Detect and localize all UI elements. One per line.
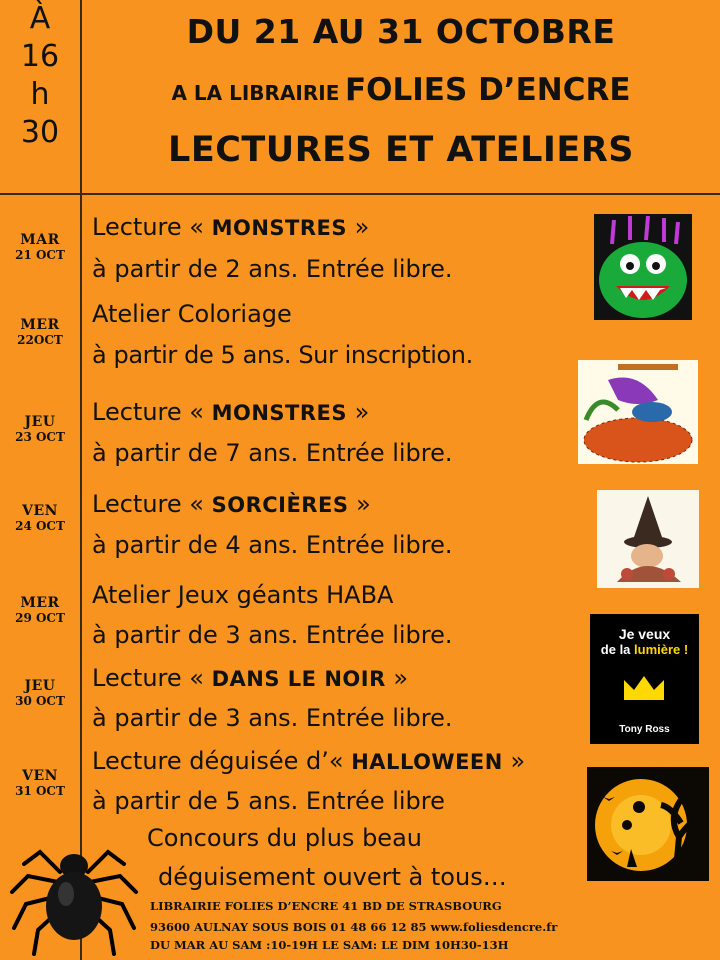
header-store-name: FOLIES D’ENCRE <box>344 72 631 108</box>
spider-icon <box>4 824 144 960</box>
footer-address: LIBRAIRIE FOLIES D’ENCRE 41 BD DE STRASBOURG <box>150 899 502 913</box>
event-title: Lecture « SORCIÈRES » <box>92 490 371 518</box>
day-label: MAR 21 OCT <box>15 232 65 262</box>
book-cover-title-1: Je veux <box>618 626 671 642</box>
book-cover-title-2: de la lumière ! <box>600 642 689 657</box>
time-a: À <box>29 1 51 36</box>
event-title: Lecture « DANS LE NOIR » <box>92 664 409 692</box>
event-title: Atelier Jeux géants HABA <box>92 581 394 609</box>
contest-line: Concours du plus beau <box>147 824 422 852</box>
day-label: MER 22OCT <box>17 317 63 347</box>
footer-contact: 93600 AULNAY SOUS BOIS 01 48 66 12 85 www.foliesdencre.fr <box>150 920 558 934</box>
event-title: Lecture déguisée d’« HALLOWEEN » <box>92 747 526 775</box>
time-minutes: 30 <box>20 115 60 150</box>
contest-line: déguisement ouvert à tous… <box>158 863 507 891</box>
event-details: à partir de 5 ans. Sur inscription. <box>92 341 473 369</box>
day-label: JEU 30 OCT <box>15 678 65 708</box>
monster-book-image <box>594 214 692 320</box>
day-label: JEU 23 OCT <box>15 414 65 444</box>
monster-storybook-image <box>578 360 698 464</box>
day-label: MER 29 OCT <box>15 595 65 625</box>
header-subtitle: LECTURES ET ATELIERS <box>168 130 634 170</box>
book-cover-author: Tony Ross <box>619 724 670 735</box>
event-details: à partir de 4 ans. Entrée libre. <box>92 531 453 559</box>
header-store-prefix: A LA LIBRAIRIE <box>171 81 340 105</box>
header-store <box>82 72 720 108</box>
halloween-moon-image <box>587 767 709 881</box>
event-details: à partir de 7 ans. Entrée libre. <box>92 439 453 467</box>
event-title: Lecture « MONSTRES » <box>92 213 370 241</box>
book-cover-je-veux-de-la-lumiere <box>590 614 699 744</box>
footer-hours: DU MAR AU SAM :10-19H LE SAM: LE DIM 10H30-13H <box>150 938 509 952</box>
time-hour: 16 <box>20 39 60 74</box>
time-h: h <box>30 77 50 112</box>
time-block <box>0 0 80 192</box>
event-details: à partir de 2 ans. Entrée libre. <box>92 255 453 283</box>
day-label: VEN 31 OCT <box>15 768 65 798</box>
crown-icon <box>622 674 666 702</box>
header-dates: DU 21 AU 31 OCTOBRE <box>186 12 616 51</box>
event-title: Lecture « MONSTRES » <box>92 398 370 426</box>
event-details: à partir de 3 ans. Entrée libre. <box>92 621 453 649</box>
witch-book-image <box>597 490 699 588</box>
event-details: à partir de 3 ans. Entrée libre. <box>92 704 453 732</box>
event-details: à partir de 5 ans. Entrée libre <box>92 787 445 815</box>
event-title: Atelier Coloriage <box>92 300 292 328</box>
header-divider <box>0 193 720 195</box>
day-label: VEN 24 OCT <box>15 503 65 533</box>
